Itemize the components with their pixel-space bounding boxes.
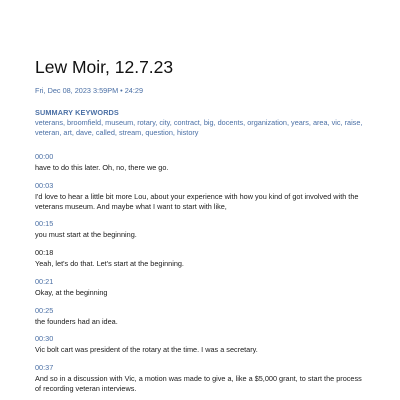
keywords-text: veterans, broomfield, museum, rotary, city, contract, big, docents, organization, years, area, vic, raise, veteran, art, dave, called, stream, question, history — [35, 118, 363, 137]
transcript-segment — [35, 334, 365, 355]
transcript-segment — [35, 219, 365, 240]
segment-text: I'd love to hear a little bit more Lou, about your experience with how you kind of got involved with the veterans museum. And maybe what I want to start with like, — [35, 192, 359, 211]
segment-text: Vic bolt cart was president of the rotary at the time. I was a secretary. — [35, 345, 258, 354]
segment-timestamp: 00:30 — [35, 334, 54, 343]
segment-timestamp: 00:21 — [35, 277, 54, 286]
segment-text: have to do this later. Oh, no, there we go. — [35, 163, 169, 172]
transcript-segment — [35, 277, 365, 298]
transcript-segment — [35, 306, 365, 327]
document-title: Lew Moir, 12.7.23 — [35, 57, 174, 77]
segment-text: the founders had an idea. — [35, 317, 118, 326]
transcript-segment — [35, 248, 365, 269]
keywords-heading: SUMMARY KEYWORDS — [35, 108, 119, 117]
segment-text: Yeah, let's do that. Let's start at the beginning. — [35, 259, 184, 268]
transcript-segment — [35, 152, 365, 173]
segment-text: Okay, at the beginning — [35, 288, 108, 297]
document-meta: Fri, Dec 08, 2023 3:59PM • 24:29 — [35, 86, 144, 95]
segment-timestamp: 00:25 — [35, 306, 54, 315]
segment-timestamp: 00:15 — [35, 219, 54, 228]
segment-timestamp: 00:00 — [35, 152, 54, 161]
transcript-segment — [35, 181, 365, 211]
segment-timestamp: 00:37 — [35, 363, 54, 372]
segment-text: And so in a discussion with Vic, a motion was made to give a, like a $5,000 grant, to start the process of recording veteran interviews. — [35, 374, 362, 393]
segment-timestamp: 00:18 — [35, 248, 54, 257]
segment-timestamp: 00:03 — [35, 181, 54, 190]
segment-text: you must start at the beginning. — [35, 230, 137, 239]
transcript-segment — [35, 363, 365, 393]
